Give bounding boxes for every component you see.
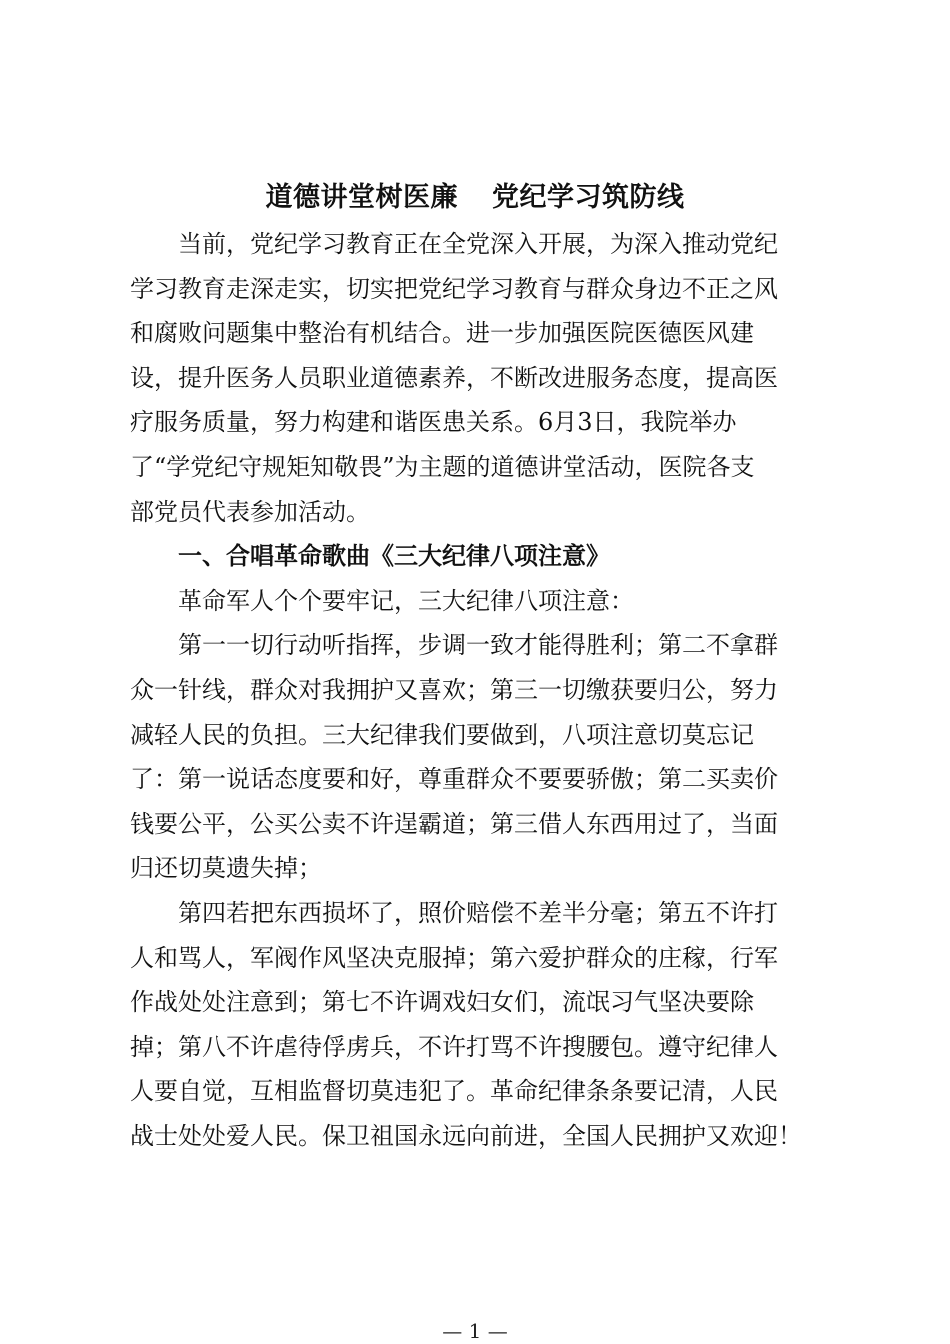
text-line: 设，提升医务人员职业道德素养，不断改进服务态度，提高医 [130,363,778,392]
page-number: — 1 — [442,1319,508,1343]
text-line: 了：第一说话态度要和好，尊重群众不要要骄傲；第二买卖价 [130,765,778,794]
text-line: 众一针线，群众对我拥护又喜欢；第三一切缴获要归公，努力 [130,675,778,704]
text-line: 革命军人个个要牢记，三大纪律八项注意： [178,586,634,615]
text-line: 了“学党纪守规矩知敬畏”为主题的道德讲堂活动，医院各支 [130,452,755,481]
intro-paragraph [130,222,820,534]
document-title [130,178,820,218]
text-line: 第一一切行动听指挥，步调一致才能得胜利；第二不拿群 [178,631,778,660]
lyrics-paragraph-1 [130,623,820,891]
text-line: 作战处处注意到；第七不许调戏妇女们，流氓习气坚决要除 [130,988,754,1017]
text-line: 和腐败问题集中整治有机结合。进一步加强医院医德医风建 [130,319,754,348]
text-line: 战士处处爱人民。保卫祖国永远向前进，全国人民拥护又欢迎！ [130,1121,802,1150]
text-line: 归还切莫遗失掉； [130,854,322,883]
text-line: 减轻人民的负担。三大纪律我们要做到，八项注意切莫忘记 [130,720,754,749]
text-line: 疗服务质量，努力构建和谐医患关系。6月3日，我院举办 [130,408,737,437]
text-line: 学习教育走深走实，切实把党纪学习教育与群众身边不正之风 [130,274,778,303]
document-body [130,222,820,1158]
text-line: 人和骂人，军阀作风坚决克服掉；第六爱护群众的庄稼，行军 [130,943,778,972]
title-part-1: 道德讲堂树医廉 [265,182,458,213]
lyrics-paragraph-2 [130,891,820,1159]
text-line: 掉；第八不许虐待俘虏兵，不许打骂不许搜腰包。遵守纪律人 [130,1032,778,1061]
text-line: 第四若把东西损坏了，照价赔偿不差半分毫；第五不许打 [178,898,778,927]
text-line: 钱要公平，公买公卖不许逞霸道；第三借人东西用过了，当面 [130,809,778,838]
text-line: 部党员代表参加活动。 [130,497,370,526]
text-line: 人要自觉，互相监督切莫违犯了。革命纪律条条要记清，人民 [130,1077,778,1106]
title-part-2: 党纪学习筑防线 [492,182,685,213]
lyrics-intro-paragraph [130,579,820,624]
section-heading: 一、合唱革命歌曲《三大纪律八项注意》 [178,542,610,571]
text-line: 当前，党纪学习教育正在全党深入开展，为深入推动党纪 [178,230,778,258]
